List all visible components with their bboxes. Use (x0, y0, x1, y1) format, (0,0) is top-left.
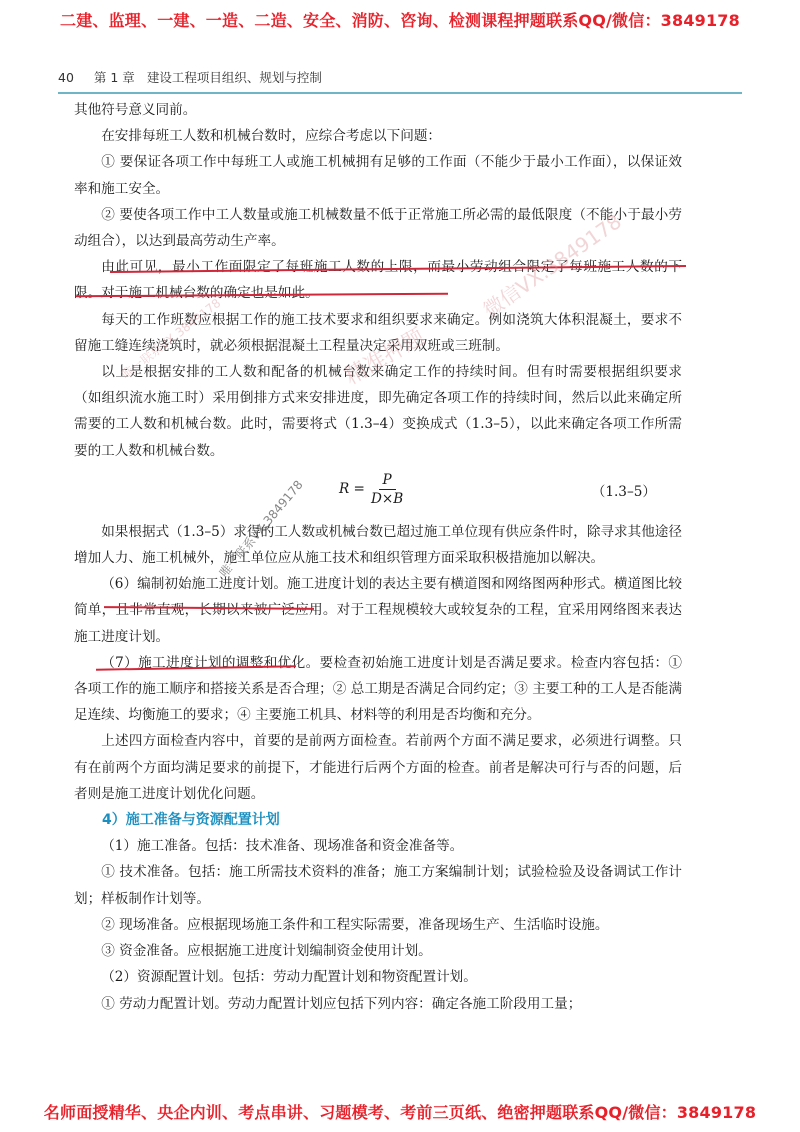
paragraph: （6）编制初始施工进度计划。施工进度计划的表达主要有横道图和网络图两种形式。横道图比较简单，且非常直观，长期以来被广泛应用。对于工程规模较大或较复杂的工程，宜采用网络图来表达施工进度计划。 (74, 576, 682, 645)
watermark: 唯一联系VX.3849178 (216, 477, 306, 580)
formula-lhs: R = (339, 481, 365, 498)
paragraph: （1）施工准备。包括：技术准备、现场准备和资金准备等。 (101, 838, 464, 855)
watermark: 微信VX.3849178 (478, 209, 626, 323)
chapter-title: 建设工程项目组织、规划与控制 (146, 70, 322, 85)
page-number: 40 (58, 70, 74, 85)
paragraph: 由此可见，最小工作面限定了每班施工人数的上限，而最小劳动组合限定了每班施工人数的下限。对于施工机械台数的确定也是如此。 (74, 259, 682, 302)
paragraph: 在安排每班工人数和机械台数时，应综合考虑以下问题： (101, 128, 442, 145)
header-rule (58, 92, 742, 94)
paragraph: ② 要使各项工作中工人数量或施工机械数量不低于正常施工所必需的最低限度（不能小于最小劳动组合），以达到最高劳动生产率。 (74, 206, 682, 250)
paragraph: 以上是根据安排的工人数和配备的机械台数来确定工作的持续时间。但有时需要根据组织要求（如组织流水施工时）采用倒排方式来安排进度，即先确定各项工作的持续时间，然后以此来确定所需要的工人数和机械台数。此时，需要将式（1.3–4）变换成式（1.3–5），以此来确定各项工作所需要的工人数和机械台数。 (74, 364, 682, 459)
formula-number: （1.3–5） (591, 483, 656, 500)
running-header (58, 68, 742, 86)
paragraph: ① 劳动力配置计划。劳动力配置计划应包括下列内容：确定各施工阶段用工量； (101, 995, 582, 1012)
formula-numerator: P (379, 471, 396, 490)
watermark: 唯一联系VX.3849178 (118, 295, 224, 382)
paragraph: ① 要保证各项工作中每班工人或施工机械拥有足够的工作面（不能少于最小工作面），以保证效率和施工安全。 (74, 154, 682, 197)
section-heading: 4）施工准备与资源配置计划 (102, 812, 280, 829)
paragraph: 上述四方面检查内容中，首要的是前两方面检查。若前两个方面不满足要求，必须进行调整。只有在前两个方面均满足要求的前提下，才能进行后两个方面的检查。前者是解决可行与否的问题，后者则是施工进度计划优化问题。 (74, 733, 682, 802)
paragraph: （2）资源配置计划。包括：劳动力配置计划和物资配置计划。 (101, 969, 477, 986)
paragraph: 如果根据式（1.3–5）求得的工人数或机械台数已超过施工单位现有供应条件时，除寻求其他途径增加人力、施工机械外，施工单位应从施工技术和组织管理方面采取积极措施加以解决。 (74, 523, 682, 567)
top-promo-banner: 二建、监理、一建、一造、二造、安全、消防、咨询、检测课程押题联系QQ/微信：3849178 (60, 11, 740, 30)
paragraph: ① 技术准备。包括：施工所需技术资料的准备；施工方案编制计划；试验检验及设备调试工作计划；样板制作计划等。 (74, 864, 682, 907)
watermark: 精准押题 (340, 324, 430, 391)
bottom-promo-banner: 名师面授精华、央企内训、考点串讲、习题模考、考前三页纸、绝密押题联系QQ/微信：3849178 (43, 1103, 757, 1122)
paragraph: 其他符号意义同前。 (74, 102, 197, 118)
paragraph: 每天的工作班数应根据工作的施工技术要求和组织要求来确定。例如浇筑大体积混凝土，要求不留施工缝连续浇筑时，就必须根据混凝土工程量决定采用双班或三班制。 (74, 311, 682, 354)
chapter-number: 第 1 章 (93, 70, 135, 85)
paragraph: （7）施工进度计划的调整和优化。要检查初始施工进度计划是否满足要求。检查内容包括：① 各项工作的施工顺序和搭接关系是否合理；② 总工期是否满足合同约定；③ 主要工种的工人是否能满足连续、均衡施工的要求；④ 主要施工机具、材料等的利用是否均衡和充分。 (74, 654, 682, 724)
paragraph: ③ 资金准备。应根据施工进度计划编制资金使用计划。 (101, 943, 432, 960)
paragraph: ② 现场准备。应根据现场施工条件和工程实际需要，准备现场生产、生活临时设施。 (101, 916, 609, 933)
formula-denominator: D×B (370, 490, 404, 507)
formula (74, 469, 682, 513)
